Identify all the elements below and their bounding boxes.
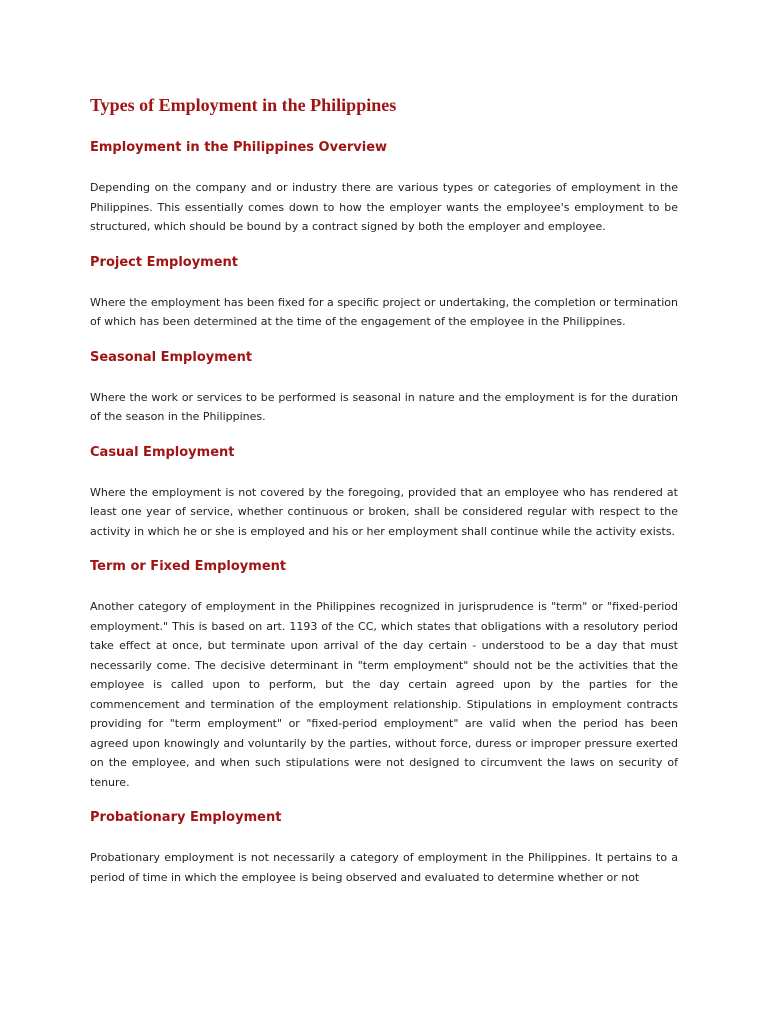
section-body-overview: Depending on the company and or industry there are various types or categories of employment in the Philippines. This essentially comes down to how the employer wants the employee's employment to be structured, which should be bound by a contract signed by both the employer and employee.	[90, 181, 678, 233]
document-page	[90, 92, 678, 903]
section-heading-seasonal: Seasonal Employment	[90, 349, 253, 365]
section-body-term-fixed: Another category of employment in the Philippines recognized in jurisprudence is "term" or "fixed-period employment." This is based on art. 1193 of the CC, which states that obligations with a resolutory period take effect at once, but terminate upon arrival of the day certain - understood to be a day that must necessarily come. The decisive determinant in "term employment" should not be the activities that the employee is called upon to perform, but the day certain agreed upon by the parties for the commencement and termination of the employment relationship. Stipulations in employment contracts providing for "term employment" or "fixed-period employment" are valid when the period has been agreed upon knowingly and voluntarily by the parties, without force, duress or improper pressure exerted on the employee, and when such stipulations were not designed to circumvent the laws on security of tenure.	[90, 600, 678, 789]
section-heading-term-fixed: Term or Fixed Employment	[90, 559, 287, 574]
section-heading-overview: Employment in the Philippines Overview	[90, 140, 388, 155]
section-body-project: Where the employment has been fixed for a specific project or undertaking, the completion or termination of which has been determined at the time of the engagement of the employee in the Philippines.	[90, 295, 678, 328]
document-title: Types of Employment in the Philippines	[90, 95, 397, 115]
section-heading-project: Project Employment	[90, 254, 239, 270]
section-body-casual: Where the employment is not covered by the foregoing, provided that an employee who has rendered at least one year of service, whether continuous or broken, shall be considered regular with respect to the activity in which he or she is employed and his or her employment shall continue while the activity exists.	[90, 485, 678, 538]
section-heading-casual: Casual Employment	[90, 444, 235, 460]
section-body-probationary: Probationary employment is not necessarily a category of employment in the Philippines. It pertains to a period of time in which the employee is being observed and evaluated to determine whether or not	[90, 851, 678, 884]
section-heading-probationary: Probationary Employment	[90, 810, 282, 825]
section-body-seasonal: Where the work or services to be performed is seasonal in nature and the employment is for the duration of the season in the Philippines.	[90, 390, 678, 423]
